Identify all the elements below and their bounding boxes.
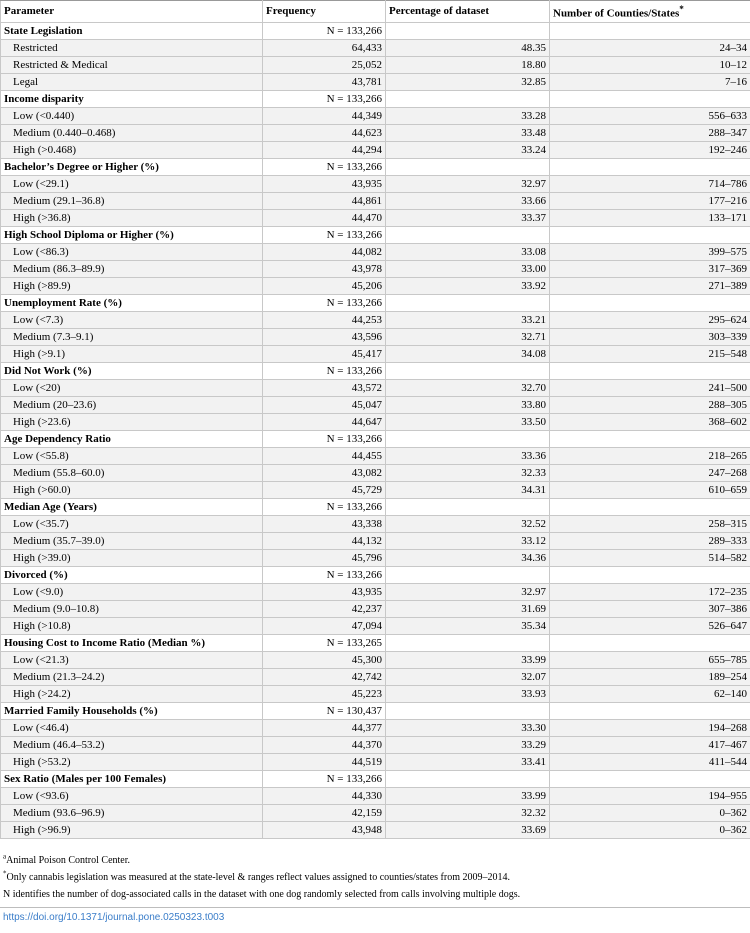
row-counties: 399–575 bbox=[550, 243, 750, 260]
row-category: Low (<21.3) bbox=[1, 651, 263, 668]
row-counties: 317–369 bbox=[550, 260, 750, 277]
group-empty-cell bbox=[386, 702, 550, 719]
row-counties: 526–647 bbox=[550, 617, 750, 634]
row-percentage: 33.12 bbox=[386, 532, 550, 549]
row-counties: 62–140 bbox=[550, 685, 750, 702]
row-frequency: 45,417 bbox=[263, 345, 386, 362]
group-label: Bachelor’s Degree or Higher (%) bbox=[1, 158, 263, 175]
row-counties: 0–362 bbox=[550, 804, 750, 821]
footnote-mark: a bbox=[3, 852, 7, 861]
footnotes bbox=[3, 852, 747, 903]
row-frequency: 64,433 bbox=[263, 39, 386, 56]
footnote bbox=[3, 852, 747, 869]
row-frequency: 42,742 bbox=[263, 668, 386, 685]
group-n-value: N = 133,266 bbox=[263, 362, 386, 379]
group-label: High School Diploma or Higher (%) bbox=[1, 226, 263, 243]
table-row bbox=[1, 651, 750, 668]
table-row bbox=[1, 124, 750, 141]
group-empty-cell bbox=[386, 430, 550, 447]
table-row bbox=[1, 804, 750, 821]
row-percentage: 33.08 bbox=[386, 243, 550, 260]
table-row bbox=[1, 549, 750, 566]
group-empty-cell bbox=[550, 566, 750, 583]
row-percentage: 32.71 bbox=[386, 328, 550, 345]
row-category: Medium (0.440–0.468) bbox=[1, 124, 263, 141]
group-row bbox=[1, 294, 750, 311]
row-percentage: 32.70 bbox=[386, 379, 550, 396]
row-category: Medium (93.6–96.9) bbox=[1, 804, 263, 821]
table-row bbox=[1, 141, 750, 158]
table-row bbox=[1, 277, 750, 294]
table-row bbox=[1, 532, 750, 549]
row-percentage: 34.08 bbox=[386, 345, 550, 362]
row-percentage: 32.97 bbox=[386, 175, 550, 192]
row-counties: 0–362 bbox=[550, 821, 750, 838]
row-category: Restricted & Medical bbox=[1, 56, 263, 73]
row-counties: 194–955 bbox=[550, 787, 750, 804]
row-category: Medium (46.4–53.2) bbox=[1, 736, 263, 753]
row-category: Low (<20) bbox=[1, 379, 263, 396]
row-counties: 218–265 bbox=[550, 447, 750, 464]
group-empty-cell bbox=[550, 362, 750, 379]
row-frequency: 44,455 bbox=[263, 447, 386, 464]
row-frequency: 45,729 bbox=[263, 481, 386, 498]
row-category: Medium (55.8–60.0) bbox=[1, 464, 263, 481]
row-counties: 133–171 bbox=[550, 209, 750, 226]
row-category: Medium (20–23.6) bbox=[1, 396, 263, 413]
row-percentage: 33.80 bbox=[386, 396, 550, 413]
group-n-value: N = 133,266 bbox=[263, 90, 386, 107]
group-row bbox=[1, 430, 750, 447]
table-row bbox=[1, 260, 750, 277]
row-percentage: 33.48 bbox=[386, 124, 550, 141]
row-category: High (>0.468) bbox=[1, 141, 263, 158]
row-category: High (>96.9) bbox=[1, 821, 263, 838]
table-header-row bbox=[1, 1, 750, 23]
group-row bbox=[1, 634, 750, 651]
row-percentage: 32.07 bbox=[386, 668, 550, 685]
group-row bbox=[1, 90, 750, 107]
group-row bbox=[1, 226, 750, 243]
header-counties-text: Number of Counties/States bbox=[553, 7, 680, 20]
group-label: Did Not Work (%) bbox=[1, 362, 263, 379]
table-row bbox=[1, 821, 750, 838]
row-percentage: 33.00 bbox=[386, 260, 550, 277]
row-frequency: 45,223 bbox=[263, 685, 386, 702]
row-percentage: 32.52 bbox=[386, 515, 550, 532]
table-row bbox=[1, 328, 750, 345]
row-counties: 10–12 bbox=[550, 56, 750, 73]
row-percentage: 33.37 bbox=[386, 209, 550, 226]
group-empty-cell bbox=[386, 770, 550, 787]
group-label: Married Family Households (%) bbox=[1, 702, 263, 719]
group-empty-cell bbox=[386, 226, 550, 243]
footnote bbox=[3, 886, 747, 903]
row-counties: 289–333 bbox=[550, 532, 750, 549]
row-percentage: 33.69 bbox=[386, 821, 550, 838]
group-label: Age Dependency Ratio bbox=[1, 430, 263, 447]
row-category: High (>24.2) bbox=[1, 685, 263, 702]
row-counties: 307–386 bbox=[550, 600, 750, 617]
table-row bbox=[1, 753, 750, 770]
footnote-text: N identifies the number of dog-associated calls in the dataset with one dog randomly selected from calls involving multiple dogs. bbox=[3, 889, 521, 900]
row-percentage: 33.28 bbox=[386, 107, 550, 124]
group-empty-cell bbox=[386, 22, 550, 39]
header-parameter: Parameter bbox=[1, 1, 263, 23]
group-label: Sex Ratio (Males per 100 Females) bbox=[1, 770, 263, 787]
group-empty-cell bbox=[550, 226, 750, 243]
group-empty-cell bbox=[386, 158, 550, 175]
row-percentage: 33.24 bbox=[386, 141, 550, 158]
row-category: Restricted bbox=[1, 39, 263, 56]
row-frequency: 44,253 bbox=[263, 311, 386, 328]
row-counties: 271–389 bbox=[550, 277, 750, 294]
row-frequency: 44,294 bbox=[263, 141, 386, 158]
table-row bbox=[1, 107, 750, 124]
row-category: Medium (29.1–36.8) bbox=[1, 192, 263, 209]
row-frequency: 44,623 bbox=[263, 124, 386, 141]
doi-link[interactable]: https://doi.org/10.1371/journal.pone.0250323.t003 bbox=[3, 912, 225, 923]
group-n-value: N = 133,266 bbox=[263, 498, 386, 515]
row-frequency: 45,300 bbox=[263, 651, 386, 668]
row-counties: 303–339 bbox=[550, 328, 750, 345]
group-n-value: N = 133,266 bbox=[263, 226, 386, 243]
group-empty-cell bbox=[550, 90, 750, 107]
row-percentage: 32.85 bbox=[386, 73, 550, 90]
group-row bbox=[1, 498, 750, 515]
row-category: Legal bbox=[1, 73, 263, 90]
row-category: Low (<35.7) bbox=[1, 515, 263, 532]
row-category: High (>36.8) bbox=[1, 209, 263, 226]
row-category: Low (<46.4) bbox=[1, 719, 263, 736]
table-row bbox=[1, 464, 750, 481]
row-category: High (>60.0) bbox=[1, 481, 263, 498]
row-counties: 177–216 bbox=[550, 192, 750, 209]
row-frequency: 44,349 bbox=[263, 107, 386, 124]
row-percentage: 31.69 bbox=[386, 600, 550, 617]
row-counties: 514–582 bbox=[550, 549, 750, 566]
row-percentage: 33.99 bbox=[386, 787, 550, 804]
row-frequency: 47,094 bbox=[263, 617, 386, 634]
row-category: Low (<7.3) bbox=[1, 311, 263, 328]
group-empty-cell bbox=[386, 294, 550, 311]
row-counties: 247–268 bbox=[550, 464, 750, 481]
table-row bbox=[1, 175, 750, 192]
row-frequency: 43,082 bbox=[263, 464, 386, 481]
row-category: Low (<29.1) bbox=[1, 175, 263, 192]
table-row bbox=[1, 515, 750, 532]
group-n-value: N = 133,266 bbox=[263, 22, 386, 39]
row-percentage: 32.97 bbox=[386, 583, 550, 600]
row-frequency: 44,861 bbox=[263, 192, 386, 209]
row-counties: 194–268 bbox=[550, 719, 750, 736]
row-frequency: 44,132 bbox=[263, 532, 386, 549]
row-frequency: 43,935 bbox=[263, 175, 386, 192]
row-counties: 610–659 bbox=[550, 481, 750, 498]
group-empty-cell bbox=[550, 498, 750, 515]
row-frequency: 43,935 bbox=[263, 583, 386, 600]
group-label: Housing Cost to Income Ratio (Median %) bbox=[1, 634, 263, 651]
table-row bbox=[1, 719, 750, 736]
row-counties: 215–548 bbox=[550, 345, 750, 362]
row-percentage: 34.31 bbox=[386, 481, 550, 498]
row-frequency: 43,596 bbox=[263, 328, 386, 345]
row-percentage: 33.30 bbox=[386, 719, 550, 736]
row-counties: 192–246 bbox=[550, 141, 750, 158]
table-row bbox=[1, 73, 750, 90]
footnote bbox=[3, 869, 747, 886]
table-row bbox=[1, 668, 750, 685]
row-counties: 295–624 bbox=[550, 311, 750, 328]
row-percentage: 34.36 bbox=[386, 549, 550, 566]
group-empty-cell bbox=[386, 566, 550, 583]
row-frequency: 44,647 bbox=[263, 413, 386, 430]
group-row bbox=[1, 702, 750, 719]
row-percentage: 48.35 bbox=[386, 39, 550, 56]
row-frequency: 25,052 bbox=[263, 56, 386, 73]
row-category: High (>89.9) bbox=[1, 277, 263, 294]
row-category: High (>10.8) bbox=[1, 617, 263, 634]
group-label: Median Age (Years) bbox=[1, 498, 263, 515]
group-empty-cell bbox=[550, 634, 750, 651]
group-label: Divorced (%) bbox=[1, 566, 263, 583]
group-empty-cell bbox=[386, 362, 550, 379]
row-counties: 241–500 bbox=[550, 379, 750, 396]
row-percentage: 33.29 bbox=[386, 736, 550, 753]
row-percentage: 33.92 bbox=[386, 277, 550, 294]
table-row bbox=[1, 787, 750, 804]
row-percentage: 33.41 bbox=[386, 753, 550, 770]
table-row bbox=[1, 617, 750, 634]
table-row bbox=[1, 379, 750, 396]
group-empty-cell bbox=[386, 634, 550, 651]
group-label: Unemployment Rate (%) bbox=[1, 294, 263, 311]
group-empty-cell bbox=[550, 770, 750, 787]
table-row bbox=[1, 481, 750, 498]
group-empty-cell bbox=[386, 498, 550, 515]
table-row bbox=[1, 209, 750, 226]
row-percentage: 32.32 bbox=[386, 804, 550, 821]
row-category: Low (<86.3) bbox=[1, 243, 263, 260]
row-category: Low (<55.8) bbox=[1, 447, 263, 464]
table-row bbox=[1, 685, 750, 702]
footnote-text: Only cannabis legislation was measured at the state-level & ranges reflect values assigned to counties/states from 2009–2014. bbox=[6, 872, 510, 883]
table-row bbox=[1, 243, 750, 260]
group-empty-cell bbox=[550, 702, 750, 719]
row-category: Medium (9.0–10.8) bbox=[1, 600, 263, 617]
group-n-value: N = 130,437 bbox=[263, 702, 386, 719]
table-row bbox=[1, 56, 750, 73]
table-row bbox=[1, 413, 750, 430]
row-category: High (>9.1) bbox=[1, 345, 263, 362]
row-category: High (>23.6) bbox=[1, 413, 263, 430]
group-row bbox=[1, 22, 750, 39]
row-frequency: 43,572 bbox=[263, 379, 386, 396]
group-empty-cell bbox=[386, 90, 550, 107]
group-empty-cell bbox=[550, 430, 750, 447]
table-body bbox=[1, 22, 750, 838]
table-row bbox=[1, 39, 750, 56]
row-counties: 288–347 bbox=[550, 124, 750, 141]
row-counties: 411–544 bbox=[550, 753, 750, 770]
row-frequency: 43,338 bbox=[263, 515, 386, 532]
row-percentage: 33.99 bbox=[386, 651, 550, 668]
row-counties: 288–305 bbox=[550, 396, 750, 413]
group-n-value: N = 133,265 bbox=[263, 634, 386, 651]
footnote-text: Animal Poison Control Center. bbox=[6, 855, 130, 866]
row-counties: 172–235 bbox=[550, 583, 750, 600]
table-row bbox=[1, 345, 750, 362]
row-frequency: 44,470 bbox=[263, 209, 386, 226]
row-percentage: 33.50 bbox=[386, 413, 550, 430]
row-percentage: 33.66 bbox=[386, 192, 550, 209]
row-frequency: 43,978 bbox=[263, 260, 386, 277]
row-percentage: 33.36 bbox=[386, 447, 550, 464]
group-row bbox=[1, 566, 750, 583]
header-percentage: Percentage of dataset bbox=[386, 1, 550, 23]
row-counties: 189–254 bbox=[550, 668, 750, 685]
row-frequency: 45,796 bbox=[263, 549, 386, 566]
group-label: Income disparity bbox=[1, 90, 263, 107]
row-frequency: 43,781 bbox=[263, 73, 386, 90]
row-category: Medium (35.7–39.0) bbox=[1, 532, 263, 549]
row-percentage: 32.33 bbox=[386, 464, 550, 481]
table-row bbox=[1, 192, 750, 209]
group-empty-cell bbox=[550, 294, 750, 311]
group-label: State Legislation bbox=[1, 22, 263, 39]
row-category: Low (<0.440) bbox=[1, 107, 263, 124]
row-category: Medium (21.3–24.2) bbox=[1, 668, 263, 685]
row-frequency: 42,159 bbox=[263, 804, 386, 821]
row-category: Low (<93.6) bbox=[1, 787, 263, 804]
row-counties: 655–785 bbox=[550, 651, 750, 668]
table-row bbox=[1, 447, 750, 464]
group-n-value: N = 133,266 bbox=[263, 294, 386, 311]
row-frequency: 42,237 bbox=[263, 600, 386, 617]
group-empty-cell bbox=[550, 22, 750, 39]
row-counties: 417–467 bbox=[550, 736, 750, 753]
footer-divider bbox=[0, 907, 750, 908]
row-frequency: 44,082 bbox=[263, 243, 386, 260]
row-percentage: 18.80 bbox=[386, 56, 550, 73]
group-empty-cell bbox=[550, 158, 750, 175]
footnote-mark: * bbox=[3, 869, 7, 878]
row-frequency: 43,948 bbox=[263, 821, 386, 838]
group-row bbox=[1, 770, 750, 787]
row-category: High (>39.0) bbox=[1, 549, 263, 566]
row-counties: 714–786 bbox=[550, 175, 750, 192]
row-frequency: 45,206 bbox=[263, 277, 386, 294]
row-frequency: 44,377 bbox=[263, 719, 386, 736]
row-percentage: 35.34 bbox=[386, 617, 550, 634]
row-category: Medium (7.3–9.1) bbox=[1, 328, 263, 345]
group-row bbox=[1, 158, 750, 175]
row-category: High (>53.2) bbox=[1, 753, 263, 770]
header-counties-mark: * bbox=[679, 4, 684, 14]
row-counties: 368–602 bbox=[550, 413, 750, 430]
row-frequency: 44,370 bbox=[263, 736, 386, 753]
group-row bbox=[1, 362, 750, 379]
row-counties: 24–34 bbox=[550, 39, 750, 56]
group-n-value: N = 133,266 bbox=[263, 158, 386, 175]
group-n-value: N = 133,266 bbox=[263, 770, 386, 787]
row-frequency: 44,519 bbox=[263, 753, 386, 770]
row-category: Low (<9.0) bbox=[1, 583, 263, 600]
row-frequency: 45,047 bbox=[263, 396, 386, 413]
table-row bbox=[1, 600, 750, 617]
row-percentage: 33.93 bbox=[386, 685, 550, 702]
header-counties bbox=[550, 1, 750, 23]
row-counties: 7–16 bbox=[550, 73, 750, 90]
row-counties: 556–633 bbox=[550, 107, 750, 124]
row-category: Medium (86.3–89.9) bbox=[1, 260, 263, 277]
row-counties: 258–315 bbox=[550, 515, 750, 532]
table-row bbox=[1, 396, 750, 413]
table-row bbox=[1, 583, 750, 600]
group-n-value: N = 133,266 bbox=[263, 430, 386, 447]
row-percentage: 33.21 bbox=[386, 311, 550, 328]
row-frequency: 44,330 bbox=[263, 787, 386, 804]
table-row bbox=[1, 311, 750, 328]
header-frequency: Frequency bbox=[263, 1, 386, 23]
table-row bbox=[1, 736, 750, 753]
group-n-value: N = 133,266 bbox=[263, 566, 386, 583]
